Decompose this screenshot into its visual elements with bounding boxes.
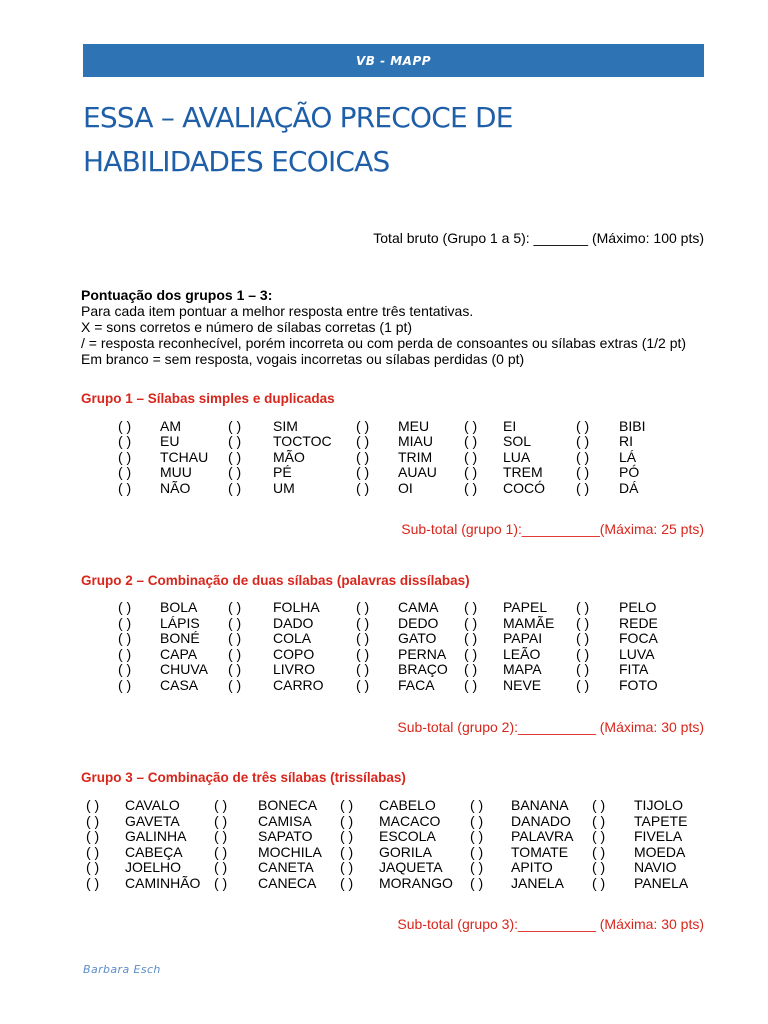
answer-checkbox[interactable]: ( ) — [592, 828, 606, 844]
answer-checkbox[interactable]: ( ) — [340, 844, 354, 860]
word-item: ESCOLA — [379, 828, 436, 844]
word-item: TREM — [503, 464, 543, 480]
answer-checkbox[interactable]: ( ) — [470, 859, 484, 875]
answer-checkbox[interactable]: ( ) — [86, 844, 100, 860]
answer-checkbox[interactable]: ( ) — [470, 828, 484, 844]
answer-checkbox[interactable]: ( ) — [464, 449, 478, 465]
answer-checkbox[interactable]: ( ) — [340, 797, 354, 813]
word-item: AM — [160, 418, 181, 434]
word-item: JOELHO — [125, 859, 182, 875]
answer-checkbox[interactable]: ( ) — [576, 449, 590, 465]
answer-checkbox[interactable]: ( ) — [356, 630, 370, 646]
answer-checkbox[interactable]: ( ) — [356, 661, 370, 677]
word-item: PELO — [619, 599, 657, 615]
answer-checkbox[interactable]: ( ) — [86, 813, 100, 829]
answer-checkbox[interactable]: ( ) — [464, 615, 478, 631]
answer-checkbox[interactable]: ( ) — [470, 797, 484, 813]
answer-checkbox[interactable]: ( ) — [356, 615, 370, 631]
word-item: LÁ — [619, 449, 637, 465]
answer-checkbox[interactable]: ( ) — [340, 875, 354, 891]
word-item: DEDO — [398, 615, 439, 631]
answer-checkbox[interactable]: ( ) — [576, 615, 590, 631]
answer-checkbox[interactable]: ( ) — [228, 661, 242, 677]
answer-checkbox[interactable]: ( ) — [86, 875, 100, 891]
answer-checkbox[interactable]: ( ) — [576, 677, 590, 693]
scoring-line: / = resposta reconhecível, porém incorreta ou com perda de consoantes ou sílabas extras (1/2 pt) — [81, 335, 687, 351]
word-item: BONECA — [258, 797, 318, 813]
word-item: BIBI — [619, 418, 646, 434]
answer-checkbox[interactable]: ( ) — [118, 599, 132, 615]
word-item: NEVE — [503, 677, 542, 693]
word-item: BOLA — [160, 599, 198, 615]
word-item: MOEDA — [634, 844, 686, 860]
answer-checkbox[interactable]: ( ) — [464, 480, 478, 496]
answer-checkbox[interactable]: ( ) — [118, 480, 132, 496]
answer-checkbox[interactable]: ( ) — [470, 844, 484, 860]
word-item: FOCA — [619, 630, 658, 646]
answer-checkbox[interactable]: ( ) — [592, 813, 606, 829]
answer-checkbox[interactable]: ( ) — [228, 646, 242, 662]
answer-checkbox[interactable]: ( ) — [228, 418, 242, 434]
word-item: BRAÇO — [398, 661, 448, 677]
word-item: GATO — [398, 630, 437, 646]
answer-checkbox[interactable]: ( ) — [86, 828, 100, 844]
answer-checkbox[interactable]: ( ) — [464, 599, 478, 615]
answer-checkbox[interactable]: ( ) — [228, 599, 242, 615]
answer-checkbox[interactable]: ( ) — [356, 433, 370, 449]
word-item: TRIM — [398, 449, 433, 465]
word-item: APITO — [511, 859, 553, 875]
answer-checkbox[interactable]: ( ) — [228, 480, 242, 496]
answer-checkbox[interactable]: ( ) — [340, 813, 354, 829]
answer-checkbox[interactable]: ( ) — [576, 646, 590, 662]
word-item: TOMATE — [511, 844, 569, 860]
word-item: CARRO — [273, 677, 324, 693]
word-item: CANETA — [258, 859, 314, 875]
answer-checkbox[interactable]: ( ) — [576, 433, 590, 449]
scoring-line: X = sons corretos e número de sílabas corretas (1 pt) — [81, 319, 413, 335]
answer-checkbox[interactable]: ( ) — [356, 418, 370, 434]
answer-checkbox[interactable]: ( ) — [356, 480, 370, 496]
answer-checkbox[interactable]: ( ) — [340, 828, 354, 844]
group-2-subtotal: Sub-total (grupo 2):__________ (Máxima: 30 pts) — [397, 719, 704, 735]
answer-checkbox[interactable]: ( ) — [228, 433, 242, 449]
group-3-title: Grupo 3 – Combinação de três sílabas (trissílabas) — [81, 770, 406, 785]
word-item: LÁPIS — [160, 615, 200, 631]
word-item: CAMA — [398, 599, 439, 615]
word-item: UM — [273, 480, 295, 496]
word-item: REDE — [619, 615, 658, 631]
word-item: FIVELA — [634, 828, 683, 844]
title-line-2: HABILIDADES ECOICAS — [83, 145, 390, 178]
answer-checkbox[interactable]: ( ) — [228, 677, 242, 693]
answer-checkbox[interactable]: ( ) — [464, 433, 478, 449]
word-item: EU — [160, 433, 180, 449]
answer-checkbox[interactable]: ( ) — [592, 875, 606, 891]
answer-checkbox[interactable]: ( ) — [214, 875, 228, 891]
word-item: MEU — [398, 418, 430, 434]
word-item: JANELA — [511, 875, 564, 891]
scoring-line: Em branco = sem resposta, vogais incorretas ou sílabas perdidas (0 pt) — [81, 351, 525, 367]
word-item: DÁ — [619, 480, 639, 496]
answer-checkbox[interactable]: ( ) — [214, 813, 228, 829]
word-item: COLA — [273, 630, 312, 646]
answer-checkbox[interactable]: ( ) — [228, 630, 242, 646]
word-item: MAMÃE — [503, 615, 555, 631]
word-item: MAPA — [503, 661, 542, 677]
word-item: PÉ — [273, 464, 292, 480]
word-item: MIAU — [398, 433, 433, 449]
word-item: TAPETE — [634, 813, 688, 829]
answer-checkbox[interactable]: ( ) — [118, 615, 132, 631]
word-item: FITA — [619, 661, 649, 677]
word-item: PERNA — [398, 646, 447, 662]
answer-checkbox[interactable]: ( ) — [118, 630, 132, 646]
answer-checkbox[interactable]: ( ) — [228, 464, 242, 480]
answer-checkbox[interactable]: ( ) — [228, 615, 242, 631]
word-item: GORILA — [379, 844, 432, 860]
title-line-1: ESSA – AVALIAÇÃO PRECOCE DE — [83, 101, 513, 134]
group-1-subtotal: Sub-total (grupo 1):__________(Máxima: 25 pts) — [401, 521, 704, 537]
answer-checkbox[interactable]: ( ) — [214, 797, 228, 813]
answer-checkbox[interactable]: ( ) — [214, 828, 228, 844]
answer-checkbox[interactable]: ( ) — [576, 418, 590, 434]
word-item: CABELO — [379, 797, 436, 813]
word-item: TCHAU — [160, 449, 209, 465]
answer-checkbox[interactable]: ( ) — [118, 677, 132, 693]
answer-checkbox[interactable]: ( ) — [576, 661, 590, 677]
word-item: MUU — [160, 464, 192, 480]
word-item: PAPAI — [503, 630, 543, 646]
answer-checkbox[interactable]: ( ) — [118, 433, 132, 449]
word-item: CAVALO — [125, 797, 180, 813]
answer-checkbox[interactable]: ( ) — [470, 813, 484, 829]
header-label: VB - MAPP — [355, 53, 432, 68]
answer-checkbox[interactable]: ( ) — [470, 875, 484, 891]
word-item: OI — [398, 480, 413, 496]
word-item: BONÉ — [160, 630, 200, 646]
word-item: PÓ — [619, 464, 640, 480]
word-item: COPO — [273, 646, 315, 662]
word-item: CASA — [160, 677, 199, 693]
word-item: TIJOLO — [634, 797, 684, 813]
answer-checkbox[interactable]: ( ) — [592, 844, 606, 860]
word-item: PANELA — [634, 875, 689, 891]
page-title — [83, 96, 723, 184]
answer-checkbox[interactable]: ( ) — [340, 859, 354, 875]
word-item: NÃO — [160, 480, 191, 496]
answer-checkbox[interactable]: ( ) — [118, 449, 132, 465]
answer-checkbox[interactable]: ( ) — [118, 661, 132, 677]
total-score-line: Total bruto (Grupo 1 a 5): _______ (Máximo: 100 pts) — [373, 230, 704, 246]
answer-checkbox[interactable]: ( ) — [118, 464, 132, 480]
header-bar — [83, 44, 704, 77]
group-3-subtotal: Sub-total (grupo 3):__________ (Máxima: 30 pts) — [397, 916, 704, 932]
answer-checkbox[interactable]: ( ) — [356, 449, 370, 465]
answer-checkbox[interactable]: ( ) — [464, 646, 478, 662]
word-item: PAPEL — [503, 599, 548, 615]
word-item: FOTO — [619, 677, 658, 693]
answer-checkbox[interactable]: ( ) — [464, 464, 478, 480]
word-item: SAPATO — [258, 828, 313, 844]
answer-checkbox[interactable]: ( ) — [118, 646, 132, 662]
word-item: CANECA — [258, 875, 317, 891]
answer-checkbox[interactable]: ( ) — [214, 844, 228, 860]
group-2-title: Grupo 2 – Combinação de duas sílabas (palavras dissílabas) — [81, 573, 470, 588]
word-item: AUAU — [398, 464, 437, 480]
footer-author: Barbara Esch — [83, 963, 161, 976]
word-item: GALINHA — [125, 828, 187, 844]
word-item: JAQUETA — [379, 859, 443, 875]
answer-checkbox[interactable]: ( ) — [464, 661, 478, 677]
word-item: LUA — [503, 449, 531, 465]
answer-checkbox[interactable]: ( ) — [356, 599, 370, 615]
word-item: MORANGO — [379, 875, 453, 891]
answer-checkbox[interactable]: ( ) — [86, 859, 100, 875]
answer-checkbox[interactable]: ( ) — [356, 646, 370, 662]
answer-checkbox[interactable]: ( ) — [592, 859, 606, 875]
word-item: CAMISA — [258, 813, 312, 829]
word-item: SIM — [273, 418, 298, 434]
word-item: DANADO — [511, 813, 571, 829]
word-item: NAVIO — [634, 859, 677, 875]
scoring-instructions — [81, 287, 686, 367]
word-item: GAVETA — [125, 813, 180, 829]
answer-checkbox[interactable]: ( ) — [118, 418, 132, 434]
word-item: CABEÇA — [125, 844, 183, 860]
word-item: LEÃO — [503, 646, 541, 662]
word-item: BANANA — [511, 797, 569, 813]
word-item: LUVA — [619, 646, 655, 662]
word-item: MOCHILA — [258, 844, 322, 860]
answer-checkbox[interactable]: ( ) — [576, 480, 590, 496]
word-item: COCÓ — [503, 480, 545, 496]
answer-checkbox[interactable]: ( ) — [576, 630, 590, 646]
word-item: FACA — [398, 677, 435, 693]
scoring-heading: Pontuação dos grupos 1 – 3: — [81, 287, 273, 303]
word-item: MÃO — [273, 449, 305, 465]
answer-checkbox[interactable]: ( ) — [464, 677, 478, 693]
answer-checkbox[interactable]: ( ) — [576, 464, 590, 480]
answer-checkbox[interactable]: ( ) — [86, 797, 100, 813]
answer-checkbox[interactable]: ( ) — [576, 599, 590, 615]
word-item: DADO — [273, 615, 314, 631]
answer-checkbox[interactable]: ( ) — [464, 418, 478, 434]
answer-checkbox[interactable]: ( ) — [214, 859, 228, 875]
answer-checkbox[interactable]: ( ) — [592, 797, 606, 813]
group-1-title: Grupo 1 – Sílabas simples e duplicadas — [81, 391, 335, 406]
word-item: EI — [503, 418, 517, 434]
word-item: PALAVRA — [511, 828, 574, 844]
answer-checkbox[interactable]: ( ) — [228, 449, 242, 465]
word-item: CAMINHÃO — [125, 875, 201, 891]
word-item: CAPA — [160, 646, 198, 662]
word-item: SOL — [503, 433, 532, 449]
word-item: LIVRO — [273, 661, 316, 677]
answer-checkbox[interactable]: ( ) — [356, 464, 370, 480]
answer-checkbox[interactable]: ( ) — [464, 630, 478, 646]
word-item: RI — [619, 433, 633, 449]
word-item: CHUVA — [160, 661, 208, 677]
scoring-line: Para cada item pontuar a melhor resposta entre três tentativas. — [81, 303, 474, 319]
answer-checkbox[interactable]: ( ) — [356, 677, 370, 693]
word-item: TOCTOC — [273, 433, 332, 449]
word-item: FOLHA — [273, 599, 320, 615]
word-item: MACACO — [379, 813, 441, 829]
